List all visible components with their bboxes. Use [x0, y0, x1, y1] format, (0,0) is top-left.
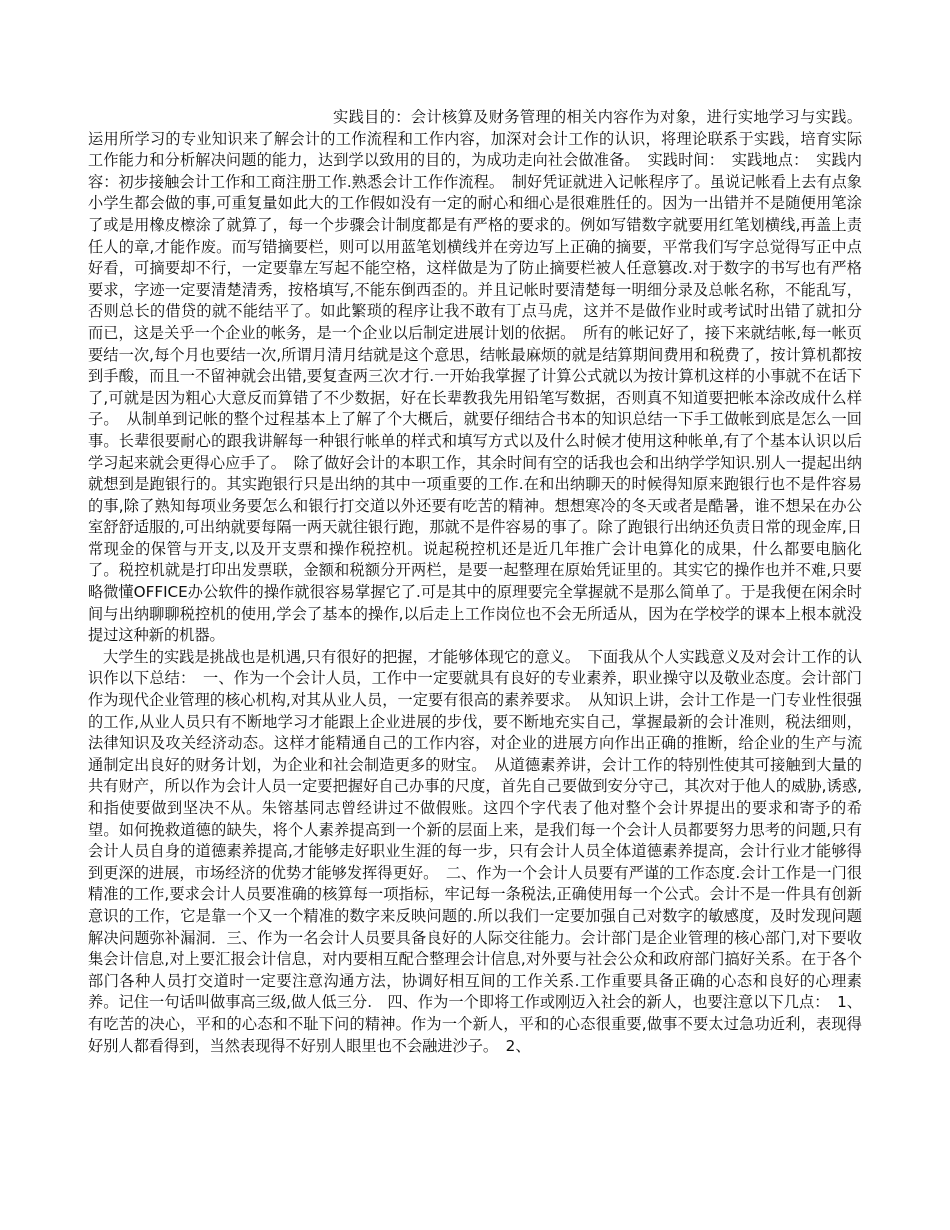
document-body	[88, 107, 862, 1057]
paragraph-practice-record: 实践目的：会计核算及财务管理的相关内容作为对象，进行实地学习与实践。运用所学习的专业知识来了解会计的工作流程和工作内容，加深对会计工作的认识，将理论联系于实践，培育实际工作能力和分析解决问题的能力，达到学以致用的目的，为成功走向社会做准备。 实践时间： 实践地点： 实践内容：初步接触会计工作和工商注册工作.熟悉会计工作作流程。 制好凭证就进入记帐程序了。虽说记帐看上去有点象小学生都会做的事,可重复量如此大的工作假如没有一定的耐心和细心是很难胜任的。因为一出错并不是随便用笔涂了或是用橡皮檫涂了就算了，每一个步骤会计制度都是有严格的要求的。例如写错数字就要用红笔划横线,再盖上责任人的章,才能作废。而写错摘要栏，则可以用蓝笔划横线并在旁边写上正确的摘要，平常我们写字总觉得写正中点好看，可摘要却不行，一定要靠左写起不能空格，这样做是为了防止摘要栏被人任意篡改.对于数字的书写也有严格要求，字迹一定要清楚清秀，按格填写,不能东倒西歪的。并且记帐时要清楚每一明细分录及总帐名称，不能乱写，否则总长的借贷的就不能结平了。如此繁琐的程序让我不敢有丁点马虎，这并不是做作业时或考试时出错了就扣分而已，这是关乎一个企业的帐务，是一个企业以后制定进展计划的依据。 所有的帐记好了，接下来就结帐,每一帐页要结一次,每个月也要结一次,所谓月清月结就是这个意思，结帐最麻烦的就是结算期间费用和税费了，按计算机都按到手酸，而且一不留神就会出错,要复查两三次才行.一开始我掌握了计算公式就以为按计算机这样的小事就不在话下了,可就是因为粗心大意反而算错了不少数据，好在长辈教我先用铅笔写数据，否则真不知道要把帐本涂改成什么样子。 从制单到记帐的整个过程基本上了解了个大概后，就要仔细结合书本的知识总结一下手工做帐到底是怎么一回事。长辈很要耐心的跟我讲解每一种银行帐单的样式和填写方式以及什么时候才使用这种帐单,有了个基本认识以后学习起来就会更得心应手了。 除了做好会计的本职工作，其余时间有空的话我也会和出纳学学知识.别人一提起出纳就想到是跑银行的。其实跑银行只是出纳的其中一项重要的工作.在和出纳聊天的时候得知原来跑银行也不是件容易的事,除了熟知每项业务要怎么和银行打交道以外还要有吃苦的精神。想想寒冷的冬天或者是酷暑，谁不想呆在办公室舒舒适服的,可出纳就要每隔一两天就往银行跑，那就不是件容易的事了。除了跑银行出纳还负责日常的现金库,日常现金的保管与开支,以及开支票和操作税控机。说起税控机还是近几年推广会计电算化的成果，什么都要电脑化了。税控机就是打印出发票联，金额和税额分开两栏，是要一起整理在原始凭证里的。其实它的操作也并不难,只要略微懂OFFICE办公软件的操作就很容易掌握它了.可是其中的原理要完全掌握就不是那么简单了。于是我便在闲余时间与出纳聊聊税控机的使用,学会了基本的操作,以后走上工作岗位也不会无所适从，因为在学校学的课本上根本就没提过这种新的机器。	[88, 108, 862, 645]
paragraph-practice-summary: 大学生的实践是挑战也是机遇,只有很好的把握，才能够体现它的意义。 下面我从个人实践意义及对会计工作的认识作以下总结： 一、作为一个会计人员，工作中一定要就具有良好的专业素养，职业操守以及敬业态度。会计部门作为现代企业管理的核心机构,对其从业人员，一定要有很高的素养要求。 从知识上讲，会计工作是一门专业性很强的工作,从业人员只有不断地学习才能跟上企业进展的步伐，要不断地充实自己，掌握最新的会计准则，税法细则，法律知识及攻关经济动态。这样才能精通自己的工作内容，对企业的进展方向作出正确的推断，给企业的生产与流通制定出良好的财务计划，为企业和社会制造更多的财宝。 从道德素养讲，会计工作的特别性使其可接触到大量的共有财产，所以作为会计人员一定要把握好自己办事的尺度，首先自己要做到安分守己，其次对于他人的威胁,诱惑,和指使要做到坚决不从。朱镕基同志曾经讲过不做假账。这四个字代表了他对整个会计界提出的要求和寄予的希望。如何挽救道德的缺失，将个人素养提高到一个新的层面上来，是我们每一个会计人员都要努力思考的问题,只有会计人员自身的道德素养提高,才能够走好职业生涯的每一步，只有会计人员全体道德素养提高，会计行业才能够得到更深的进展，市场经济的优势才能够发挥得更好。 二、作为一个会计人员要有严谨的工作态度.会计工作是一门很精准的工作,要求会计人员要准确的核算每一项指标，牢记每一条税法,正确使用每一个公式。会计不是一件具有创新意识的工作，它是靠一个又一个精准的数字来反映问题的.所以我们一定要加强自己对数字的敏感度，及时发现问题解决问题弥补漏洞．三、作为一名会计人员要具备良好的人际交往能力。会计部门是企业管理的核心部门,对下要收集会计信息,对上要汇报会计信息，对内要相互配合整理会计信息,对外要与社会公众和政府部门搞好关系。在于各个部门各种人员打交道时一定要注意沟通方法，协调好相互间的工作关系.工作重要具备正确的心态和良好的心理素养。记住一句话叫做事高三级,做人低三分. 四、作为一个即将工作或刚迈入社会的新人，也要注意以下几点： 1、有吃苦的决心，平和的心态和不耻下问的精神。作为一个新人，平和的心态很重要,做事不要太过急功近利，表现得好别人都看得到，当然表现得不好别人眼里也不会融进沙子。 2、	[88, 647, 862, 1055]
